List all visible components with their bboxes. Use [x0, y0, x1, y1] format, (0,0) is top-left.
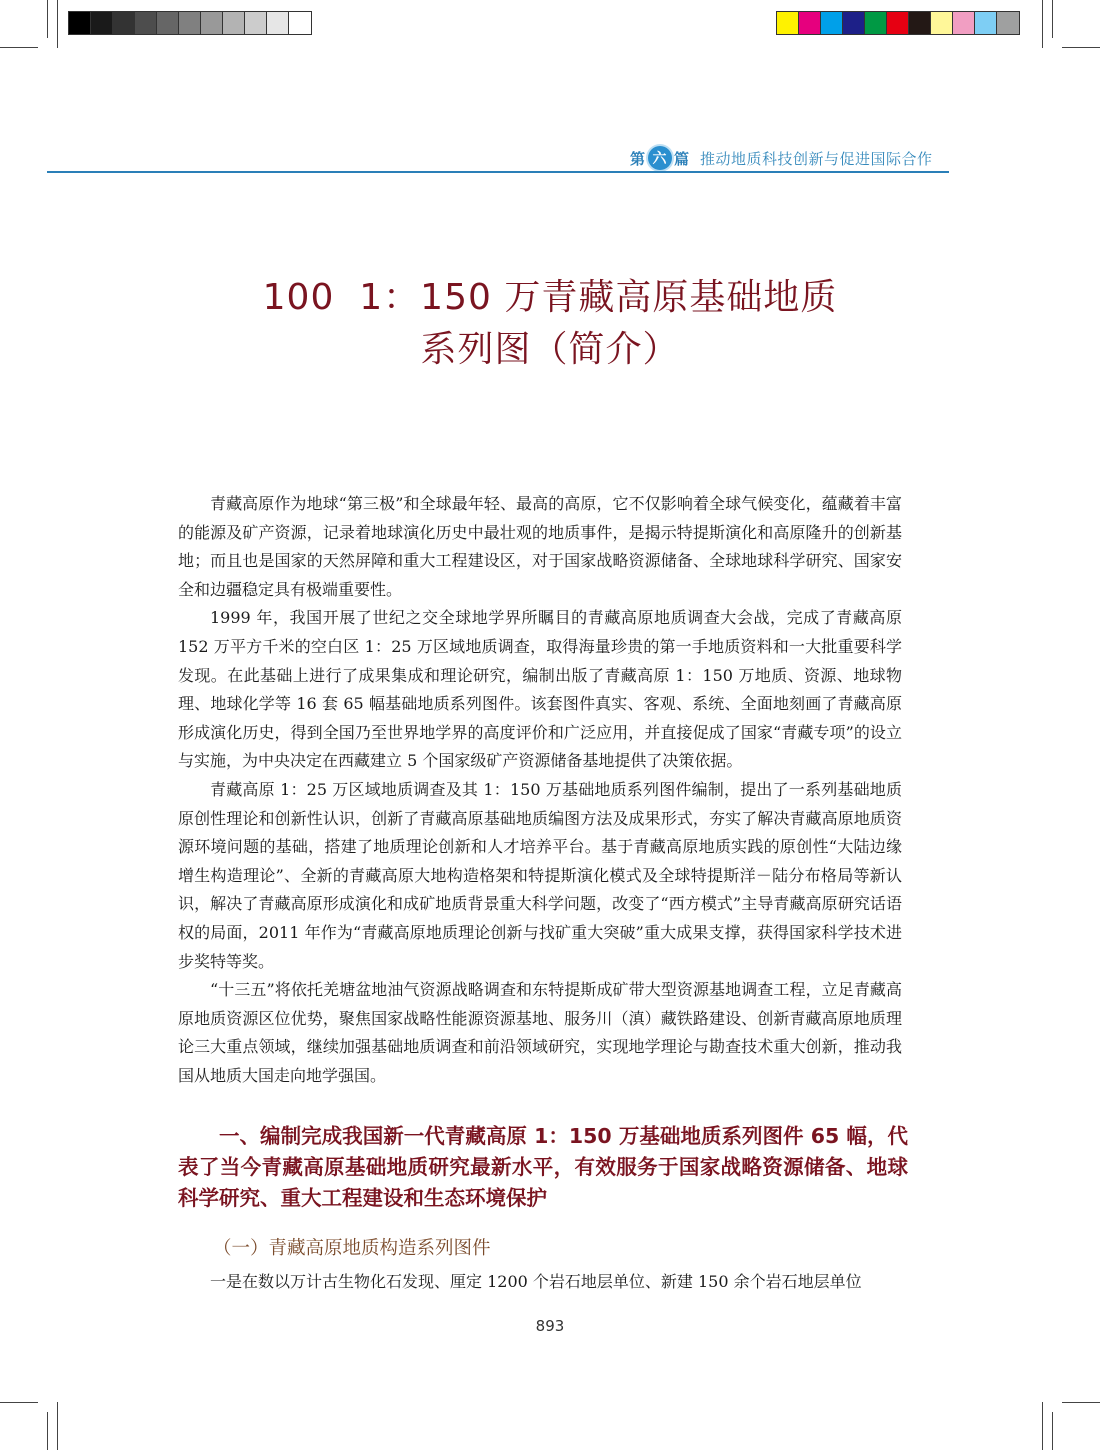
part-subtitle: 推动地质科技创新与促进国际合作	[700, 149, 933, 168]
paragraph-3: 青藏高原 1：25 万区域地质调查及其 1：150 万基础地质系列图件编制，提出了一系列基础地质原创性理论和创新性认识，创新了青藏高原基础地质编图方法及成果形式，夯实了解决青藏高原地质资源环境问题的基础，搭建了地质理论创新和人才培养平台。基于青藏高原地质实践的原创性“大陆边缘增生构造理论”、全新的青藏高原大地构造格架和特提斯演化模式及全球特提斯洋－陆分布格局等新认识，解决了青藏高原形成演化和成矿地质背景重大科学问题，改变了“西方模式”主导青藏高原研究话语权的局面，2011 年作为“青藏高原地质理论创新与找矿重大突破”重大成果支撑，获得国家科学技术进步奖特等奖。	[178, 779, 902, 971]
running-header	[630, 146, 950, 170]
grayscale-calibration-bar	[68, 11, 312, 35]
crop-mark-br-v2	[1042, 1402, 1043, 1450]
header-rule	[47, 171, 949, 173]
gray-swatch	[179, 12, 201, 34]
color-swatch	[821, 12, 843, 34]
gray-swatch	[157, 12, 179, 34]
color-swatch	[931, 12, 953, 34]
part-label	[630, 146, 690, 170]
color-swatch	[953, 12, 975, 34]
crop-mark-bl-v2	[57, 1402, 58, 1450]
title-line-1: 100 1：150 万青藏高原基础地质	[262, 277, 838, 318]
article-title	[150, 272, 950, 376]
gray-swatch	[201, 12, 223, 34]
subsection-heading: （一）青藏高原地质构造系列图件	[213, 1238, 491, 1259]
crop-mark-tr-h	[1062, 47, 1100, 48]
section-heading: 一、编制完成我国新一代青藏高原 1：150 万基础地质系列图件 65 幅，代表了当今青藏高原基础地质研究最新水平，有效服务于国家战略资源储备、地球科学研究、重大工程建设和生态环境保护	[178, 1124, 908, 1210]
crop-mark-tl-h	[0, 47, 38, 48]
article-body	[178, 490, 902, 1090]
paragraph-2: 1999 年，我国开展了世纪之交全球地学界所瞩目的青藏高原地质调查大会战，完成了青藏高原 152 万平方千米的空白区 1：25 万区域地质调查，取得海量珍贵的第一手地质资料和一大批重要科学发现。在此基础上进行了成果集成和理论研究，编制出版了青藏高原 1：150 万地质、资源、地球物理、地球化学等 16 套 65 幅基础地质系列图件。该套图件真实、客观、系统、全面地刻画了青藏高原形成演化历史，得到全国乃至世界地学界的高度评价和广泛应用，并直接促成了国家“青藏专项”的设立与实施，为中央决定在西藏建立 5 个国家级矿产资源储备基地提供了决策依据。	[178, 608, 902, 771]
part-prefix: 第	[630, 149, 647, 168]
gray-swatch	[69, 12, 91, 34]
color-swatch	[997, 12, 1019, 34]
crop-mark-tr-v2	[1042, 0, 1043, 48]
crop-mark-tr-v	[1052, 0, 1053, 38]
color-swatch	[865, 12, 887, 34]
crop-mark-br-h	[1062, 1402, 1100, 1403]
crop-mark-bl-v	[47, 1412, 48, 1450]
color-swatch	[799, 12, 821, 34]
color-swatch	[887, 12, 909, 34]
title-line-2: 系列图（简介）	[420, 329, 680, 370]
gray-swatch	[245, 12, 267, 34]
gray-swatch	[223, 12, 245, 34]
color-swatch	[909, 12, 931, 34]
section-first-line: 一是在数以万计古生物化石发现、厘定 1200 个岩石地层单位、新建 150 余个岩石地层单位	[210, 1272, 862, 1291]
part-number-badge: 六	[648, 146, 672, 170]
gray-swatch	[135, 12, 157, 34]
part-suffix: 篇	[674, 149, 691, 168]
crop-mark-br-v	[1052, 1412, 1053, 1450]
paragraph-4: “十三五”将依托羌塘盆地油气资源战略调查和东特提斯成矿带大型资源基地调查工程，立足青藏高原地质资源区位优势，聚焦国家战略性能源资源基地、服务川（滇）藏铁路建设、创新青藏高原地质理论三大重点领域，继续加强基础地质调查和前沿领域研究，实现地学理论与勘查技术重大创新，推动我国从地质大国走向地学强国。	[178, 980, 902, 1085]
color-swatch	[975, 12, 997, 34]
gray-swatch	[91, 12, 113, 34]
gray-swatch	[113, 12, 135, 34]
crop-mark-tl-v2	[57, 0, 58, 48]
page-number: 893	[535, 1317, 565, 1335]
color-swatch	[843, 12, 865, 34]
gray-swatch	[289, 12, 311, 34]
color-swatch	[777, 12, 799, 34]
gray-swatch	[267, 12, 289, 34]
paragraph-1: 青藏高原作为地球“第三极”和全球最年轻、最高的高原，它不仅影响着全球气候变化，蕴藏着丰富的能源及矿产资源，记录着地球演化历史中最壮观的地质事件，是揭示特提斯演化和高原隆升的创新基地；而且也是国家的天然屏障和重大工程建设区，对于国家战略资源储备、全球地球科学研究、国家安全和边疆稳定具有极端重要性。	[178, 494, 902, 599]
crop-mark-tl-v	[47, 0, 48, 38]
color-calibration-bar	[776, 11, 1020, 35]
crop-mark-bl-h	[0, 1402, 38, 1403]
